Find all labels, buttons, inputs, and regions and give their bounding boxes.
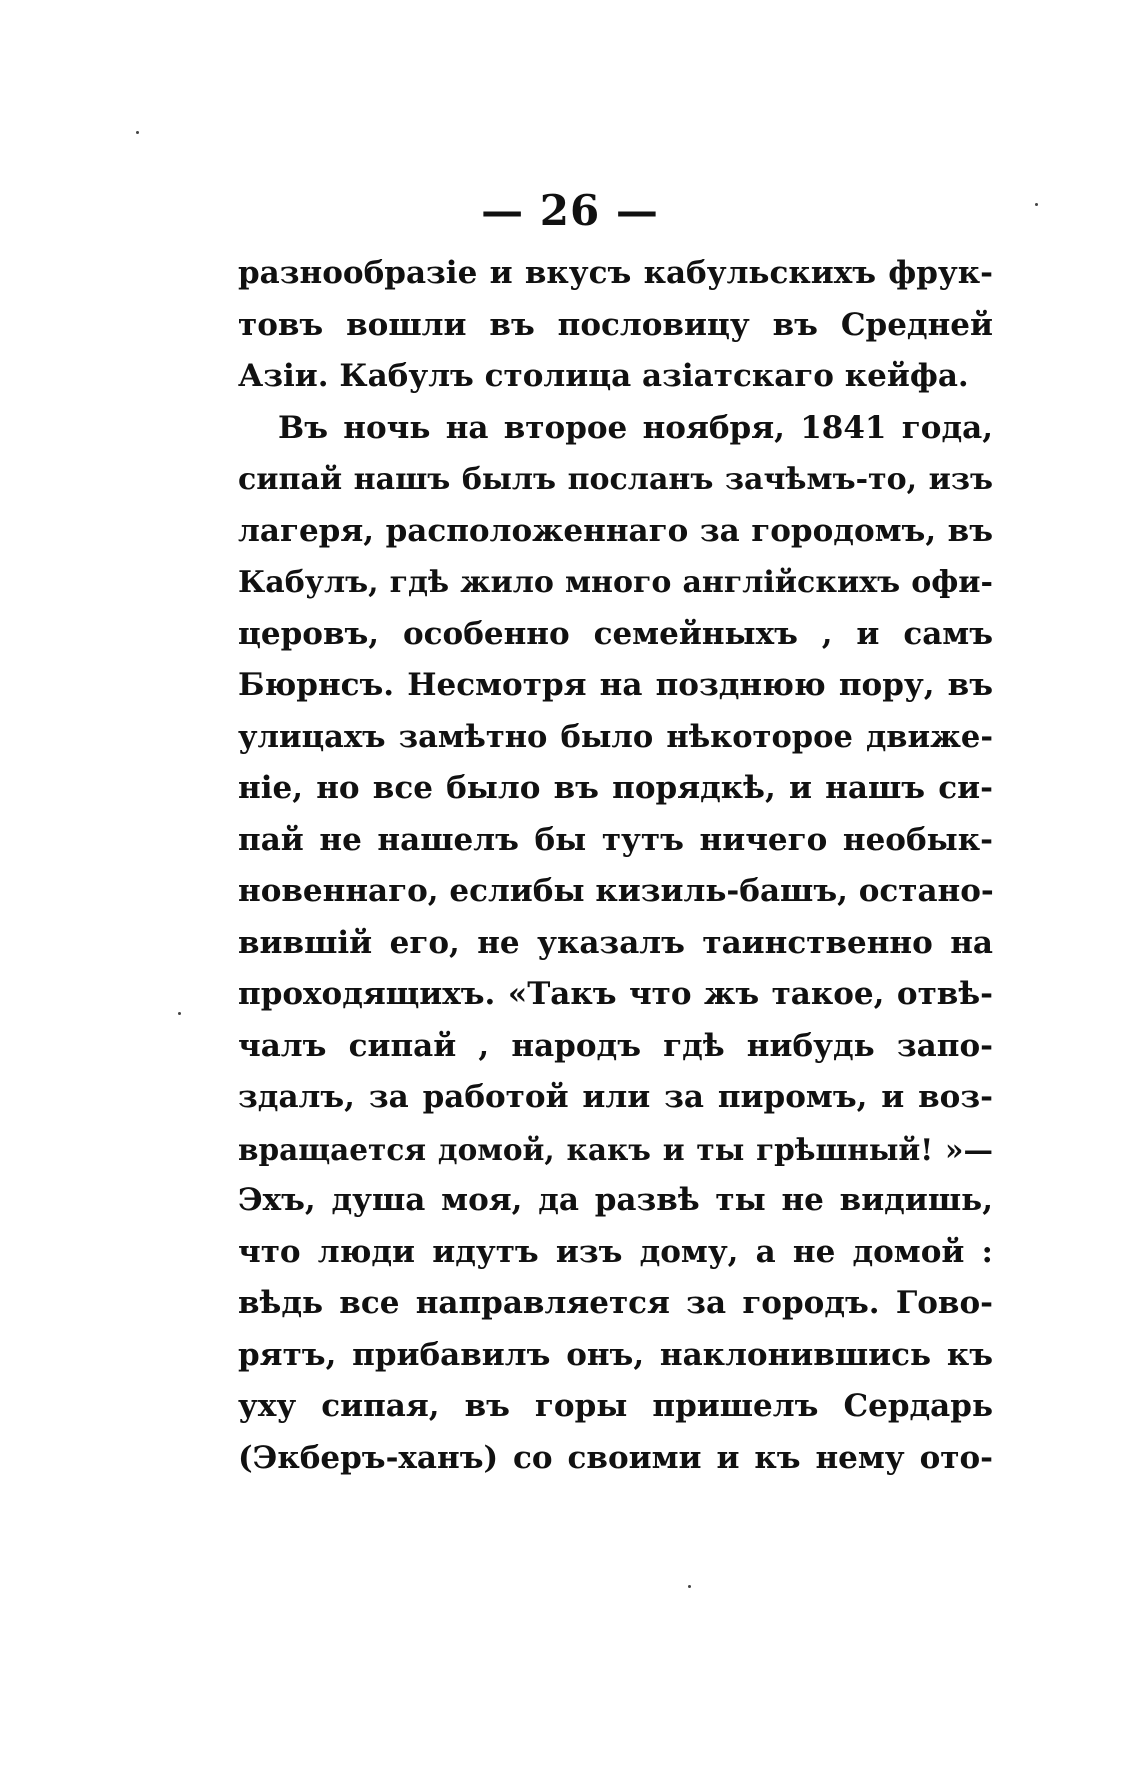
scan-speck <box>688 1585 691 1588</box>
body-text <box>238 248 993 1484</box>
text-line: товъ вошли въ пословицу въ Средней <box>238 306 993 343</box>
text-line: церовъ, особенно семейныхъ , и самъ <box>238 615 993 652</box>
text-line: (Экберъ-ханъ) со своими и къ нему ото- <box>238 1439 993 1476</box>
text-line: Бюрнсъ. Несмотря на позднюю пору, въ <box>238 667 993 703</box>
text-line: уху сипая, въ горы пришелъ Сердарь <box>238 1388 993 1424</box>
text-line: новеннаго, еслибы кизиль-башъ, остано- <box>238 873 994 909</box>
page-number: — 26 — <box>481 186 659 235</box>
text-line: ніе, но все было въ порядкѣ, и нашъ си- <box>238 770 993 806</box>
text-line: сипай нашъ былъ посланъ зачѣмъ-то, изъ <box>238 462 993 497</box>
text-line: улицахъ замѣтно было нѣкоторое движе- <box>238 718 993 755</box>
text-line: вившій его, не указалъ таинственно на <box>238 924 993 961</box>
scan-speck <box>178 1012 181 1015</box>
text-line: вѣдь все направляется за городъ. Гово- <box>238 1285 993 1321</box>
text-line: чалъ сипай , народъ гдѣ нибудь запо- <box>238 1027 993 1064</box>
text-line: Въ ночь на второе ноября, 1841 года, <box>278 409 993 446</box>
scan-speck <box>136 131 139 134</box>
scan-speck <box>1035 203 1038 206</box>
text-line: что люди идутъ изъ дому, а не домой : <box>238 1233 993 1270</box>
text-line: Кабулъ, гдѣ жило много англійскихъ офи- <box>238 565 993 600</box>
text-line: Эхъ, душа моя, да развѣ ты не видишь, <box>238 1182 993 1218</box>
text-line: пай не нашелъ бы тутъ ничего необык- <box>238 821 993 858</box>
text-line: рятъ, прибавилъ онъ, наклонившись къ <box>238 1336 993 1373</box>
text-line: разнообразіе и вкусъ кабульскихъ фрук- <box>238 255 993 291</box>
text-line: проходящихъ. «Такъ что жъ такое, отвѣ- <box>238 976 993 1012</box>
text-line: здалъ, за работой или за пиромъ, и воз- <box>238 1079 993 1115</box>
text-line: вращается домой, какъ и ты грѣшный! »— <box>238 1131 993 1167</box>
text-line: лагеря, расположеннаго за городомъ, въ <box>238 512 993 549</box>
text-line: Азіи. Кабулъ столица азіатскаго кейфа. <box>238 358 969 394</box>
